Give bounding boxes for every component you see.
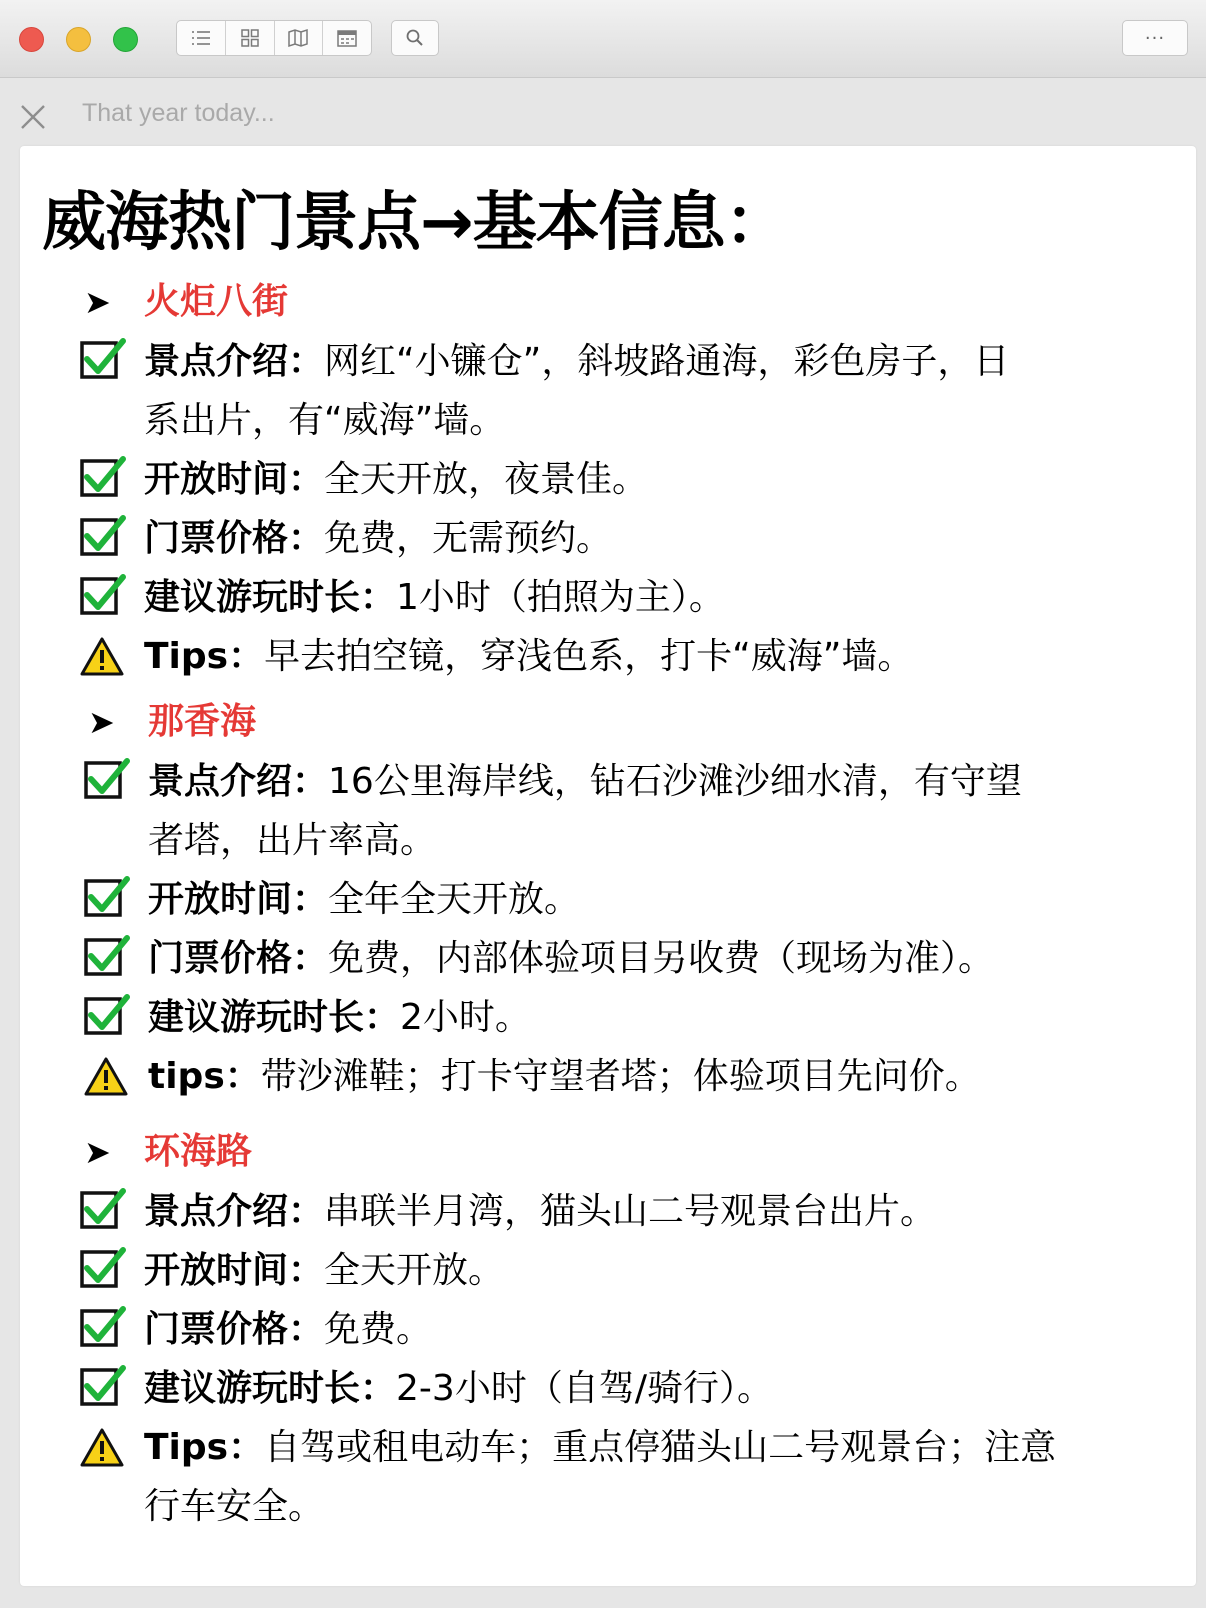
- item-value: 串联半月湾，猫头山二号观景台出片。: [324, 1191, 937, 1232]
- check-icon: [78, 510, 130, 566]
- calendar-view-button[interactable]: [323, 21, 371, 55]
- check-icon: [78, 569, 130, 625]
- item-text-line: [144, 510, 1144, 568]
- item-text-line: [144, 1419, 1144, 1477]
- section-heading: 环海路: [144, 1131, 253, 1172]
- item-text-line: [148, 812, 1148, 870]
- info-item: [78, 569, 1186, 625]
- check-icon: [82, 989, 134, 1045]
- info-item: [82, 1048, 1186, 1104]
- map-view-button[interactable]: [275, 21, 324, 55]
- list-icon: [190, 29, 212, 47]
- item-text-line: [148, 930, 1148, 988]
- info-item: [78, 628, 1186, 684]
- item-text-line: [148, 871, 1148, 929]
- item-value: 行车安全。: [144, 1486, 325, 1527]
- item-text-line: [144, 628, 1144, 686]
- info-item: [78, 333, 1186, 441]
- section-arrow-icon: ➤: [84, 1133, 111, 1171]
- item-text-line: [144, 392, 1144, 450]
- info-item: [78, 510, 1186, 566]
- item-label: 门票价格：: [144, 518, 325, 559]
- item-label: 开放时间：: [144, 459, 325, 500]
- search-button[interactable]: [391, 20, 439, 56]
- item-value: 系出片，有“威海”墙。: [144, 400, 506, 441]
- info-item: [78, 1360, 1186, 1416]
- item-text-line: [144, 1183, 1144, 1241]
- info-item: [78, 1301, 1186, 1357]
- item-text-line: [144, 569, 1144, 627]
- item-text-line: [148, 1048, 1148, 1106]
- item-value: 免费。: [324, 1309, 433, 1350]
- check-icon: [78, 333, 130, 389]
- page-title: 威海热门景点→基本信息：: [42, 186, 788, 260]
- check-icon: [78, 451, 130, 507]
- warning-icon: [78, 628, 130, 684]
- check-icon: [78, 1242, 130, 1298]
- calendar-icon: [336, 28, 358, 48]
- search-icon: [405, 28, 425, 48]
- item-value: 免费，内部体验项目另收费（现场为准）。: [328, 938, 995, 979]
- section-arrow-icon: ➤: [88, 703, 115, 741]
- item-value: 全年全天开放。: [328, 879, 581, 920]
- item-value: 全天开放。: [324, 1250, 505, 1291]
- info-item: [82, 989, 1186, 1045]
- item-text-line: [144, 1478, 1144, 1536]
- item-text-line: [144, 1360, 1144, 1418]
- item-value: 2-3小时（自驾/骑行）。: [396, 1368, 773, 1409]
- item-label: 建议游玩时长：: [144, 577, 397, 618]
- page-subtitle: That year today...: [82, 99, 275, 127]
- item-value: 早去拍空镜，穿浅色系，打卡“威海”墙。: [264, 636, 914, 677]
- item-label: 景点介绍：: [144, 1191, 325, 1232]
- item-text-line: [144, 1301, 1144, 1359]
- item-label: 景点介绍：: [144, 341, 325, 382]
- check-icon: [78, 1360, 130, 1416]
- grid-icon: [240, 28, 260, 48]
- window-titlebar: [0, 0, 1206, 78]
- section-heading: 火炬八街: [144, 281, 289, 322]
- item-value: 16公里海岸线，钻石沙滩沙细水清，有守望: [328, 761, 1022, 802]
- list-view-button[interactable]: [177, 21, 226, 55]
- item-label: 建议游玩时长：: [148, 997, 401, 1038]
- item-text-line: [148, 989, 1148, 1047]
- info-item: [78, 1242, 1186, 1298]
- warning-icon: [78, 1419, 130, 1475]
- info-item: [82, 753, 1186, 861]
- item-value: 带沙滩鞋；打卡守望者塔；体验项目先问价。: [260, 1056, 981, 1097]
- info-item: [78, 1183, 1186, 1239]
- item-label: 建议游玩时长：: [144, 1368, 397, 1409]
- item-label: 门票价格：: [144, 1309, 325, 1350]
- item-value: 1小时（拍照为主）。: [396, 577, 725, 618]
- item-label: 景点介绍：: [148, 761, 329, 802]
- item-text-line: [144, 451, 1144, 509]
- item-label: 开放时间：: [144, 1250, 325, 1291]
- check-icon: [82, 871, 134, 927]
- more-icon: ···: [1144, 27, 1166, 49]
- check-icon: [78, 1183, 130, 1239]
- minimize-window-button[interactable]: [66, 27, 91, 52]
- zoom-window-button[interactable]: [113, 27, 138, 52]
- section-heading: 那香海: [148, 701, 257, 742]
- item-text-line: [144, 1242, 1144, 1300]
- item-value: 免费，无需预约。: [324, 518, 613, 559]
- view-toolbar: [176, 20, 372, 56]
- section-arrow-icon: ➤: [84, 283, 111, 321]
- item-label: tips：: [148, 1056, 261, 1097]
- item-value: 者塔，出片率高。: [148, 820, 437, 861]
- item-value: 2小时。: [400, 997, 531, 1038]
- check-icon: [78, 1301, 130, 1357]
- item-value: 自驾或租电动车；重点停猫头山二号观景台；注意: [264, 1427, 1057, 1468]
- item-label: Tips：: [144, 636, 265, 677]
- item-text-line: [144, 333, 1144, 391]
- info-item: [82, 930, 1186, 986]
- item-label: 开放时间：: [148, 879, 329, 920]
- close-window-button[interactable]: [19, 27, 44, 52]
- check-icon: [82, 930, 134, 986]
- more-options-button[interactable]: [1122, 20, 1188, 56]
- item-value: 网红“小镰仓”，斜坡路通海，彩色房子，日: [324, 341, 1010, 382]
- info-item: [78, 1419, 1186, 1527]
- close-icon[interactable]: [18, 102, 48, 132]
- map-icon: [287, 28, 309, 48]
- info-item: [82, 871, 1186, 927]
- item-label: 门票价格：: [148, 938, 329, 979]
- item-value: 全天开放，夜景佳。: [324, 459, 649, 500]
- check-icon: [82, 753, 134, 809]
- grid-view-button[interactable]: [226, 21, 275, 55]
- info-item: [78, 451, 1186, 507]
- warning-icon: [82, 1048, 134, 1104]
- item-text-line: [148, 753, 1148, 811]
- item-label: Tips：: [144, 1427, 265, 1468]
